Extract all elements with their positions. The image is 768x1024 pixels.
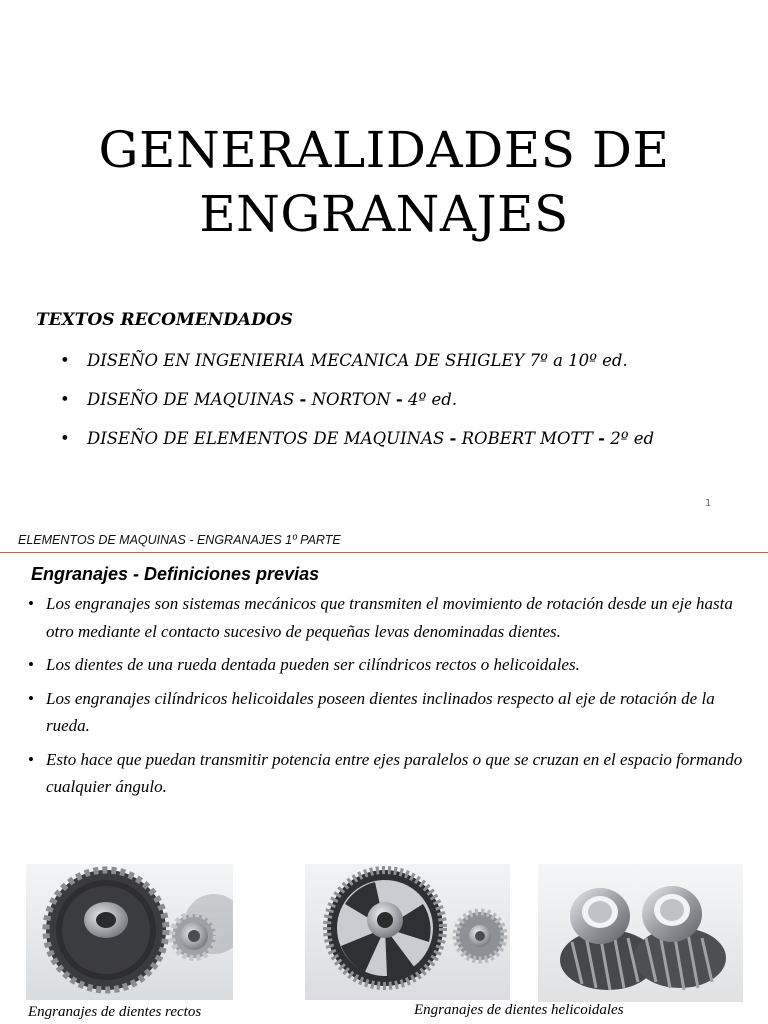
dash: - bbox=[395, 390, 403, 409]
book-text: DISEÑO DE ELEMENTOS DE MAQUINAS bbox=[87, 429, 450, 448]
crossed-helical-gears-image bbox=[538, 864, 743, 1002]
book-edition: 2º ed bbox=[604, 429, 655, 448]
definitions-list bbox=[28, 590, 758, 807]
recommended-books-list bbox=[60, 347, 654, 464]
page-number: 1 bbox=[705, 498, 712, 509]
book-author: ROBERT MOTT bbox=[456, 429, 599, 448]
spur-gears-caption: Engranajes de dientes rectos bbox=[28, 1004, 202, 1020]
recommended-texts-heading: TEXTOS RECOMENDADOS bbox=[36, 310, 293, 330]
bullet: • bbox=[28, 594, 34, 613]
book-text: DISEÑO DE MAQUINAS bbox=[87, 390, 300, 409]
book-item bbox=[60, 386, 654, 425]
bullet: • bbox=[28, 655, 34, 674]
definition-text: Los engranajes cilíndricos helicoidales poseen dientes inclinados respecto al eje de rotación de la rueda. bbox=[46, 688, 715, 735]
book-item bbox=[60, 347, 654, 386]
bullet: • bbox=[28, 688, 34, 708]
book-author: NORTON bbox=[306, 390, 396, 409]
helical-gear-image bbox=[305, 864, 510, 1000]
title-line-2: ENGRANAJES bbox=[199, 185, 569, 243]
definition-text: Los engranajes son sistemas mecánicos que transmiten el movimiento de rotación desde un eje hasta otro mediante el contacto sucesivo de pequeñas levas denominadas dientes. bbox=[46, 594, 733, 641]
dash: - bbox=[449, 429, 457, 448]
bullet: • bbox=[60, 390, 70, 409]
slide-footer: ELEMENTOS DE MAQUINAS - ENGRANAJES 1º PARTE bbox=[18, 533, 341, 547]
title-line-1: GENERALIDADES DE bbox=[98, 121, 670, 179]
dash: - bbox=[598, 429, 605, 448]
book-edition: 4º ed. bbox=[402, 390, 458, 409]
spur-gears-icon bbox=[26, 864, 233, 1000]
book-item bbox=[60, 425, 654, 464]
bullet: • bbox=[60, 429, 70, 448]
definition-item bbox=[28, 746, 758, 801]
slide-divider bbox=[0, 552, 768, 553]
bullet: • bbox=[60, 351, 70, 370]
definition-text: Esto hace que puedan transmitir potencia entre ejes paralelos o que se cruzan en el espacio formando cualquier ángulo. bbox=[46, 749, 743, 796]
helical-gear-icon bbox=[305, 864, 510, 1000]
definition-text: Los dientes de una rueda dentada pueden ser cilíndricos rectos o helicoidales. bbox=[46, 655, 580, 674]
book-text: DISEÑO EN INGENIERIA MECANICA DE SHIGLEY 7º a 10º ed. bbox=[87, 351, 628, 370]
definition-item bbox=[28, 590, 758, 645]
dash: - bbox=[299, 390, 307, 409]
definition-item bbox=[28, 651, 758, 679]
definitions-title: Engranajes - Definiciones previas bbox=[31, 564, 320, 584]
slide-title bbox=[0, 118, 768, 246]
crossed-helical-gears-icon bbox=[538, 864, 743, 1002]
spur-gears-image bbox=[26, 864, 233, 1000]
helical-gears-caption: Engranajes de dientes helicoidales bbox=[414, 1002, 624, 1018]
definition-item bbox=[28, 685, 758, 740]
bullet: • bbox=[28, 749, 34, 769]
